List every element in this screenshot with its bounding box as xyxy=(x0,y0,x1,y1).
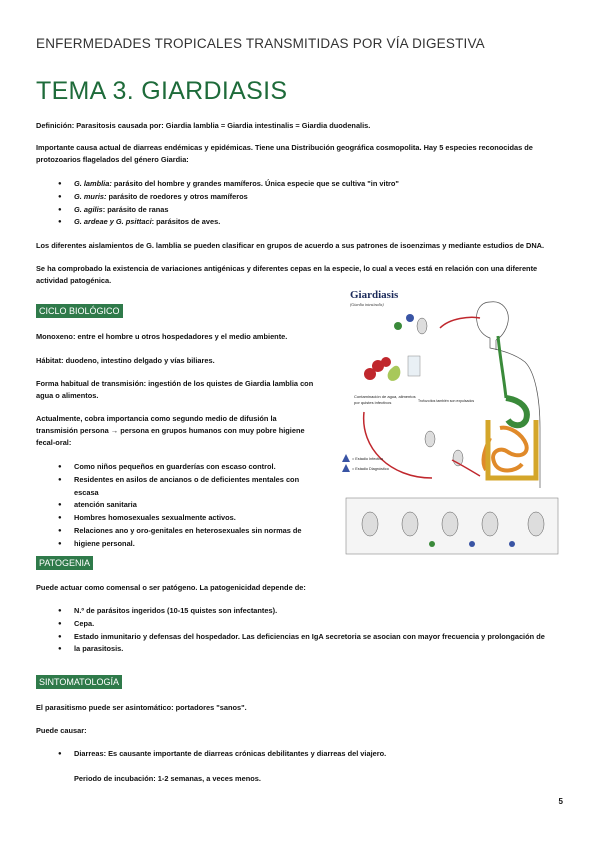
page-number: 5 xyxy=(558,797,563,806)
list-item: ● Como niños pequeños en guarderías con escaso control. xyxy=(58,461,318,474)
pathogenicity-factors-list xyxy=(58,605,568,656)
list-item: ● N.º de parásitos ingeridos (10-15 quistes son infectantes). xyxy=(58,605,568,618)
person-transmission-3: fecal-oral: xyxy=(36,438,72,447)
figure-subtitle: (Giardia intestinalis) xyxy=(350,302,384,307)
asymptomatic: El parasitismo puede ser asintomático: portadores "sanos". xyxy=(36,703,247,712)
giardia-life-cycle-figure xyxy=(340,288,564,556)
transmission-2: agua o alimentos. xyxy=(36,391,99,400)
paragraph-variations-1: Se ha comprobado la existencia de variaciones antigénicas y diferentes cepas en la especie, lo cual a veces está en relación con una diferente xyxy=(36,264,538,273)
risk-groups-list xyxy=(58,461,318,551)
monoxeno: Monoxeno: entre el hombre u otros hospedadores y el medio ambiente. xyxy=(36,332,288,341)
list-item: ● Estado inmunitario y defensas del hospedador. Las deficiencias en IgA secretoria se asocian con mayor frecuencia y prolongación de xyxy=(58,631,568,644)
paragraph-variations-2: actividad patogénica. xyxy=(36,276,112,285)
cycle-arrow-top xyxy=(440,317,480,328)
svg-text:= Estadio Infectivo: = Estadio Infectivo xyxy=(352,457,384,461)
habitat: Hábitat: duodeno, intestino delgado y vías biliares. xyxy=(36,356,215,365)
figure-legend xyxy=(342,454,389,472)
esophagus xyxy=(498,336,506,398)
list-item: ● Residentes en asilos de ancianos o de deficientes mentales con escasa xyxy=(58,474,318,500)
list-item: ● G. lamblia: parásito del hombre y grandes mamíferos. Única especie que se cultiva "in vitro" xyxy=(58,178,399,191)
list-item-continuation: ● higiene personal. xyxy=(58,538,318,551)
paragraph-isoenzymes: Los diferentes aislamientos de G. lamblia se pueden clasificar en grupos de acuerdo a sus patrones de isoenzimas y mediante estudios de DNA. xyxy=(36,241,545,250)
svg-text:= Estadio Diagnóstico: = Estadio Diagnóstico xyxy=(352,467,389,471)
cycle-arrow-right xyxy=(452,460,480,476)
symptoms-list xyxy=(58,748,558,761)
incubation-period: Periodo de incubación: 1-2 semanas, a veces menos. xyxy=(74,774,261,783)
transmission-1: Forma habitual de transmisión: ingestión de los quistes de Giardia lamblia con xyxy=(36,379,314,388)
list-item: ● Cepa. xyxy=(58,618,568,631)
stage-1-marker xyxy=(394,322,402,330)
list-item: ● Hombres homosexuales sexualmente activos. xyxy=(58,512,318,525)
cyst-icon xyxy=(417,318,463,466)
life-cycle-illustration xyxy=(340,288,564,556)
person-transmission-2: transmisión persona → persona en grupos humanos con muy pobre higiene xyxy=(36,426,305,435)
person-transmission-1: Actualmente, cobra importancia como segundo medio de difusión la xyxy=(36,414,277,423)
list-item: ● G. ardeae y G. psittaci: parásitos de aves. xyxy=(58,216,399,229)
intro-line-1: Importante causa actual de diarreas endémicas y epidémicas. Tiene una Distribución geográfica cosmopolita. Hay 5 especies reconocidas de xyxy=(36,143,533,152)
stomach xyxy=(506,398,527,425)
section-sintomatologia: SINTOMATOLOGÍA xyxy=(36,675,122,689)
list-item: ● Diarreas: Es causante importante de diarreas crónicas debilitantes y diarreas del viajero. xyxy=(58,748,558,761)
running-header: ENFERMEDADES TROPICALES TRANSMITIDAS POR VÍA DIGESTIVA xyxy=(36,36,485,51)
list-item: ● G. agilis: parásito de ranas xyxy=(58,204,399,217)
section-ciclo-biologico: CICLO BIOLÓGICO xyxy=(36,304,123,318)
figure-caption-2: por quistes infectivos xyxy=(354,400,392,405)
contaminated-food-icon xyxy=(364,356,420,381)
section-patogenia: PATOGENIA xyxy=(36,556,93,570)
list-item: ● Relaciones ano y oro-genitales en heterosexuales sin normas de xyxy=(58,525,318,538)
patogenia-intro: Puede actuar como comensal o ser patógeno. La patogenicidad depende de: xyxy=(36,583,306,592)
species-list xyxy=(58,178,399,229)
figure-title: Giardiasis xyxy=(350,289,399,301)
list-item: ● G. muris: parásito de roedores y otros mamíferos xyxy=(58,191,399,204)
list-item-continuation: ● la parasitosis. xyxy=(58,643,568,656)
definition: Definición: Parasitosis causada por: Giardia lamblia = Giardia intestinalis = Giardia duodenalis. xyxy=(36,121,371,130)
figure-note: Trofozoítos también son expulsados xyxy=(418,399,475,403)
list-item-continuation: ● atención sanitaria xyxy=(58,499,318,512)
puede-causar: Puede causar: xyxy=(36,726,87,735)
stage-2-marker xyxy=(406,314,414,322)
intro-line-2: protozoarios flagelados del género Giardia: xyxy=(36,155,189,164)
page-title: TEMA 3. GIARDIASIS xyxy=(36,77,288,105)
figure-caption-1: Contaminación de agua, alimentos xyxy=(354,394,416,399)
